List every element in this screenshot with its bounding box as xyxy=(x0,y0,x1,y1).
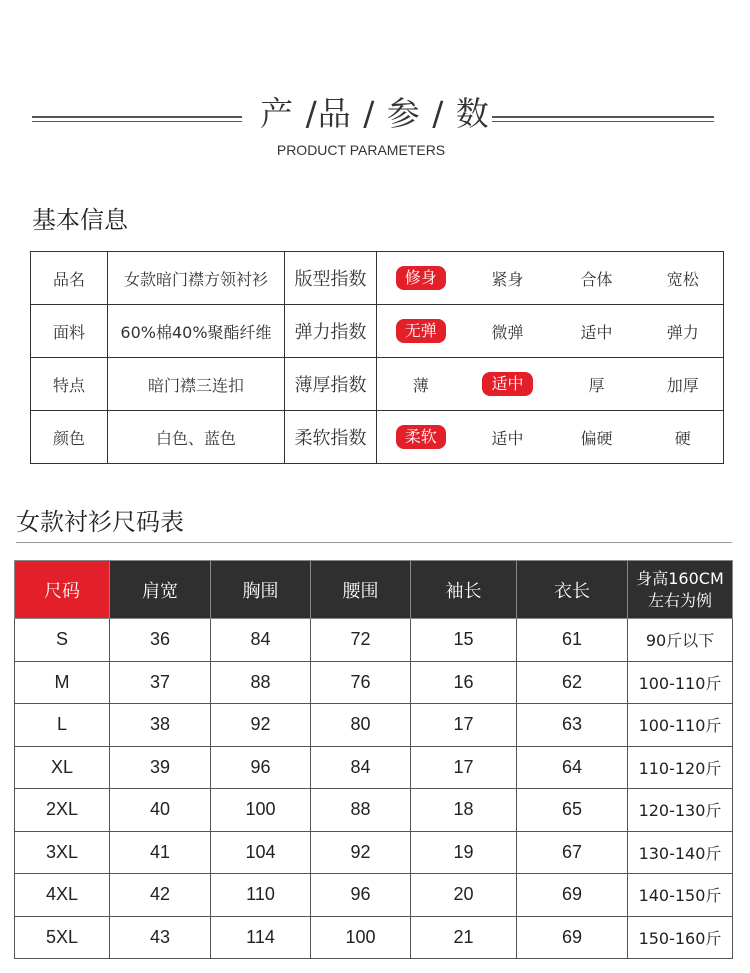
size-value-cell: 104 xyxy=(211,831,311,874)
page-title: 产 /品 / 参 / 数 xyxy=(260,94,490,133)
scale-option-label: 厚 xyxy=(588,375,605,395)
info-row xyxy=(31,358,724,411)
scale-option xyxy=(465,305,551,358)
scale-option-label: 适中 xyxy=(491,428,524,448)
size-header-cell: 肩宽 xyxy=(110,561,211,619)
size-label-cell: 4XL xyxy=(15,874,110,917)
size-value-cell: 100-110斤 xyxy=(628,704,733,747)
scale-option-label: 薄 xyxy=(412,375,429,395)
size-value-cell: 80 xyxy=(311,704,411,747)
size-value-cell: 84 xyxy=(311,746,411,789)
size-value-cell: 43 xyxy=(110,916,211,959)
scale-option-label: 紧身 xyxy=(491,269,524,289)
header-rule-right xyxy=(492,116,714,122)
scale-selected-badge: 柔软 xyxy=(396,425,446,449)
size-header-cell: 胸围 xyxy=(211,561,311,619)
size-row xyxy=(15,661,733,704)
size-value-cell: 92 xyxy=(211,704,311,747)
scale-option-label: 硬 xyxy=(674,428,691,448)
index-name: 弹力指数 xyxy=(285,305,377,358)
size-header-cell: 身高160CM 左右为例 xyxy=(628,561,733,619)
scale-selected-badge: 修身 xyxy=(396,266,446,290)
size-value-cell: 96 xyxy=(311,874,411,917)
info-label: 面料 xyxy=(31,305,108,358)
size-value-cell: 42 xyxy=(110,874,211,917)
scale-option xyxy=(643,411,724,464)
info-value: 女款暗门襟方领衬衫 xyxy=(108,252,285,305)
info-label: 品名 xyxy=(31,252,108,305)
scale-option xyxy=(465,252,551,305)
scale-selected-badge: 适中 xyxy=(482,372,532,396)
size-header-cell-size: 尺码 xyxy=(15,561,110,619)
scale-option xyxy=(551,411,643,464)
size-value-cell: 114 xyxy=(211,916,311,959)
size-chart-title: 女款衬衫尺码表 xyxy=(16,508,184,536)
size-value-cell: 37 xyxy=(110,661,211,704)
basic-info-table xyxy=(30,251,724,464)
size-value-cell: 100 xyxy=(211,789,311,832)
size-value-cell: 76 xyxy=(311,661,411,704)
size-value-cell: 120-130斤 xyxy=(628,789,733,832)
size-header-cell: 衣长 xyxy=(517,561,628,619)
scale-option-label: 加厚 xyxy=(666,375,699,395)
size-chart-header-row xyxy=(15,561,733,619)
size-header-cell: 袖长 xyxy=(411,561,517,619)
info-row xyxy=(31,411,724,464)
size-value-cell: 90斤以下 xyxy=(628,619,733,662)
size-value-cell: 84 xyxy=(211,619,311,662)
size-value-cell: 15 xyxy=(411,619,517,662)
size-value-cell: 92 xyxy=(311,831,411,874)
size-value-cell: 63 xyxy=(517,704,628,747)
basic-info-title: 基本信息 xyxy=(32,206,128,234)
size-chart-table xyxy=(14,560,733,959)
size-value-cell: 69 xyxy=(517,874,628,917)
size-value-cell: 88 xyxy=(311,789,411,832)
index-name: 版型指数 xyxy=(285,252,377,305)
scale-option xyxy=(551,358,643,411)
scale-option xyxy=(643,358,724,411)
size-value-cell: 18 xyxy=(411,789,517,832)
scale-option xyxy=(377,305,465,358)
size-row xyxy=(15,746,733,789)
size-label-cell: XL xyxy=(15,746,110,789)
info-row xyxy=(31,305,724,358)
size-value-cell: 130-140斤 xyxy=(628,831,733,874)
size-value-cell: 17 xyxy=(411,704,517,747)
scale-option xyxy=(643,305,724,358)
size-value-cell: 100-110斤 xyxy=(628,661,733,704)
info-label: 颜色 xyxy=(31,411,108,464)
size-value-cell: 67 xyxy=(517,831,628,874)
section-header xyxy=(0,0,750,180)
size-value-cell: 38 xyxy=(110,704,211,747)
info-label: 特点 xyxy=(31,358,108,411)
size-label-cell: S xyxy=(15,619,110,662)
size-label-cell: 5XL xyxy=(15,916,110,959)
size-value-cell: 65 xyxy=(517,789,628,832)
index-name: 薄厚指数 xyxy=(285,358,377,411)
size-value-cell: 72 xyxy=(311,619,411,662)
scale-option-label: 适中 xyxy=(580,322,613,342)
info-value: 60%棉40%聚酯纤维 xyxy=(108,305,285,358)
scale-option xyxy=(551,252,643,305)
size-label-cell: 2XL xyxy=(15,789,110,832)
scale-option-label: 偏硬 xyxy=(580,428,613,448)
info-value: 暗门襟三连扣 xyxy=(108,358,285,411)
size-value-cell: 69 xyxy=(517,916,628,959)
size-value-cell: 40 xyxy=(110,789,211,832)
page-subtitle: PRODUCT PARAMETERS xyxy=(276,142,446,158)
size-row xyxy=(15,916,733,959)
size-value-cell: 96 xyxy=(211,746,311,789)
size-value-cell: 36 xyxy=(110,619,211,662)
scale-option xyxy=(551,305,643,358)
size-value-cell: 100 xyxy=(311,916,411,959)
scale-option xyxy=(643,252,724,305)
size-value-cell: 21 xyxy=(411,916,517,959)
size-value-cell: 62 xyxy=(517,661,628,704)
scale-option xyxy=(465,358,551,411)
size-value-cell: 64 xyxy=(517,746,628,789)
size-row xyxy=(15,619,733,662)
size-value-cell: 110-120斤 xyxy=(628,746,733,789)
size-row xyxy=(15,704,733,747)
size-label-cell: L xyxy=(15,704,110,747)
scale-option-label: 合体 xyxy=(580,269,613,289)
scale-option xyxy=(377,411,465,464)
scale-option-label: 宽松 xyxy=(666,269,699,289)
size-header-cell: 腰围 xyxy=(311,561,411,619)
size-value-cell: 16 xyxy=(411,661,517,704)
size-value-cell: 88 xyxy=(211,661,311,704)
size-value-cell: 41 xyxy=(110,831,211,874)
scale-option xyxy=(377,358,465,411)
size-value-cell: 61 xyxy=(517,619,628,662)
size-value-cell: 110 xyxy=(211,874,311,917)
size-row xyxy=(15,831,733,874)
size-label-cell: 3XL xyxy=(15,831,110,874)
size-value-cell: 39 xyxy=(110,746,211,789)
scale-option xyxy=(377,252,465,305)
info-row xyxy=(31,252,724,305)
scale-option xyxy=(465,411,551,464)
size-value-cell: 150-160斤 xyxy=(628,916,733,959)
size-label-cell: M xyxy=(15,661,110,704)
scale-option-label: 微弹 xyxy=(491,322,524,342)
index-name: 柔软指数 xyxy=(285,411,377,464)
size-value-cell: 19 xyxy=(411,831,517,874)
size-row xyxy=(15,789,733,832)
size-value-cell: 140-150斤 xyxy=(628,874,733,917)
size-row xyxy=(15,874,733,917)
size-chart-divider xyxy=(16,542,732,543)
size-value-cell: 17 xyxy=(411,746,517,789)
size-value-cell: 20 xyxy=(411,874,517,917)
scale-option-label: 弹力 xyxy=(666,322,699,342)
info-value: 白色、蓝色 xyxy=(108,411,285,464)
scale-selected-badge: 无弹 xyxy=(396,319,446,343)
